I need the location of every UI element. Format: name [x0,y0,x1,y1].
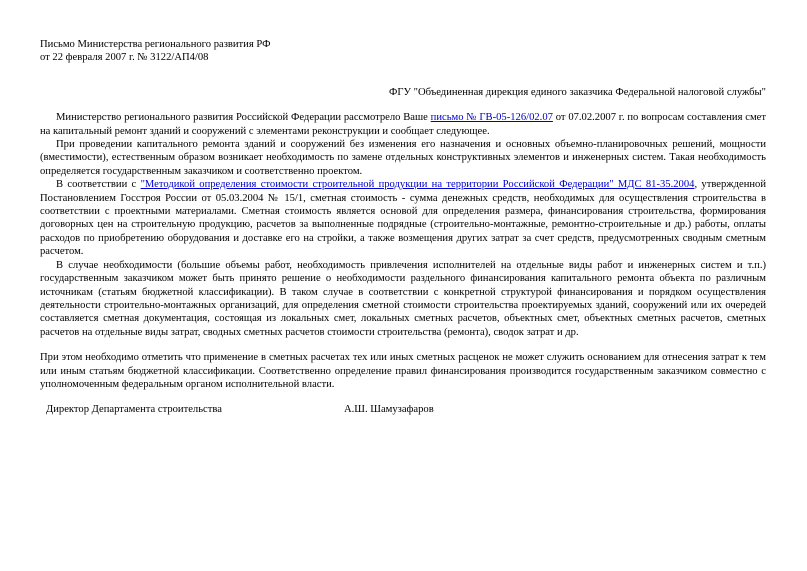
signature-block [40,403,766,416]
signatory-name: А.Ш. Шамузафаров [344,404,434,416]
document-page [40,38,766,417]
letter-body [40,111,766,339]
addressee: ФГУ "Объединенная дирекция единого заказчика Федеральной налоговой службы" [389,86,766,98]
paragraph-4: В случае необходимости (большие объемы работ, необходимость привлечения исполнителей на отдельные виды работ и инженерных систем и т.п.) государственным заказчиком может быть принято решение о необходимости раздельного финансирования капитального ремонта объекта по различным источникам (статьям бюджетной классификации). В таком случае в соответствии с конкретной структурой финансирования и порядком осуществления деятельности строительно-монтажных организаций, для определения сметной стоимости строительства проектируемых зданий, сооружений или их очередей составляется сметная документация, состоящая из локальных смет, локальных сметных расчетов, объектных смет, объектных сметных расчетов, сметных расчетов на отдельные виды затрат, сводных сметных расчетов стоимости строительства (ремонта), сводок затрат и др. [40,259,766,338]
signatory-role: Директор Департамента строительства [46,404,222,416]
document-title: Письмо Министерства регионального развития РФ [40,39,271,50]
paragraph-3: В соответствии с "Методикой определения стоимости строительной продукции на территории Российской Федерации" МДС 81-35.2004, утвержденной Постановлением Госстроя России от 05.03.2004 № 15/1, сметная стоимость - сумма денежных средств, необходимых для осуществления строительства в соответствии с проектными материалами. Сметная стоимость является основой для определения размера, финансирования строительства, формирования договорных цен на строительную продукцию, расчетов за выполненные подрядные (строительно-монтажные, ремонтно-строительные и др.) работы, оплаты расходов по приобретению оборудования и доставке его на стройки, а также возмещения других затрат за счет средств, предусмотренных сводным сметным расчетом. [40,179,766,258]
letter-reference-link[interactable]: письмо № ГВ-05-126/02.07 [430,112,553,124]
closing-block [40,351,766,391]
paragraph-5: При этом необходимо отметить что применение в сметных расчетах тех или иных сметных расценок не может служить основанием для отнесения затрат к тем или иным статьям бюджетной классификации. Соответственно определение правил финансирования производится государственным заказчиком совместно с уполномоченным федеральным органом исполнительной власти. [40,352,766,390]
document-date-number: от 22 февраля 2007 г. № 3122/АП4/08 [40,52,209,64]
paragraph-1: Министерство регионального развития Российской Федерации рассмотрело Ваше письмо № ГВ-05-126/02.07 от 07.02.2007 г. по вопросам составления смет на капитальный ремонт зданий и сооружений с элементами реконструкции и сообщает следующее. [40,112,766,137]
methodology-link[interactable]: "Методикой определения стоимости строительной продукции на территории Российской Федерации" МДС 81-35.2004 [140,179,695,191]
paragraph-2: При проведении капитального ремонта зданий и сооружений без изменения его назначения и основных объемно-планировочных решений, мощности (вместимости), естественным образом возникает необходимость по замене отдельных конструктивных элементов и инженерных систем. Такая необходимость определяется государственным заказчиком и соответственно проектом. [40,139,766,177]
